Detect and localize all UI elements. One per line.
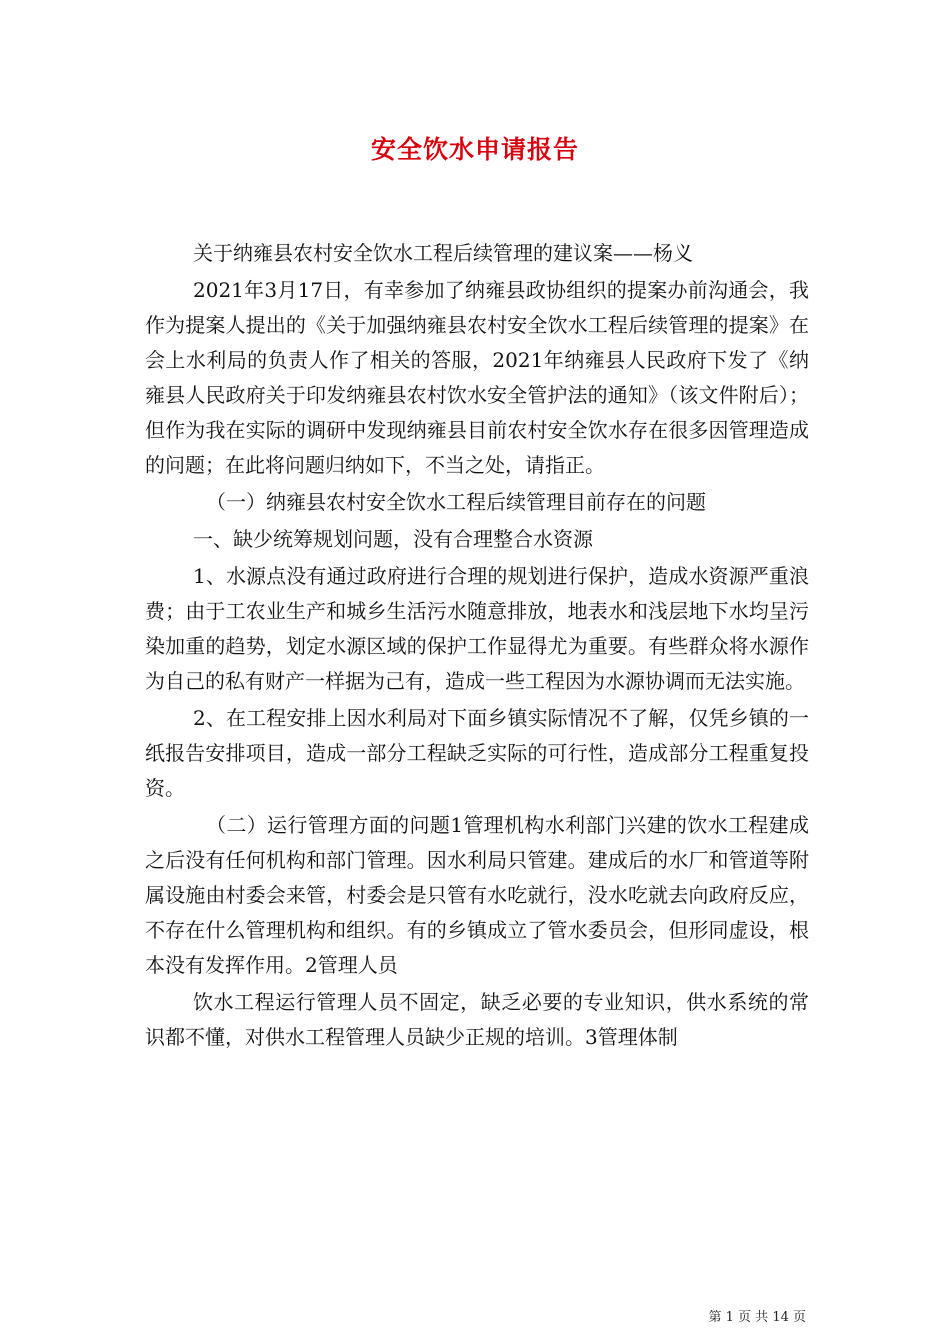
paragraph-section-1: （一）纳雍县农村安全饮水工程后续管理目前存在的问题 — [206, 490, 706, 514]
page-number — [709, 1306, 806, 1325]
document-body — [145, 236, 809, 1057]
paragraph-intro: 2021年3月17日，有幸参加了纳雍县政协组织的提案办前沟通会，我作为提案人提出的《关于加强纳雍县农村安全饮水工程后续管理的提案》在会上水利局的负责人作了相关的答服，2021年纳雍县人民政府下发了《纳雍县人民政府关于印发纳雍县农村饮水安全管护法的通知》（该文件附后）；但作为我在实际的调研中发现纳雍县目前农村安全饮水存在很多因管理造成的问题；在此将问题归纳如下，不当之处，请指正。 — [145, 278, 809, 477]
paragraph-subtitle: 关于纳雍县农村安全饮水工程后续管理的建议案——杨义 — [193, 241, 693, 265]
paragraph-item-2: 2、在工程安排上因水利局对下面乡镇实际情况不了解，仅凭乡镇的一纸报告安排项目，造成一部分工程缺乏实际的可行性，造成部分工程重复投资。 — [145, 706, 809, 800]
paragraph-section-2: （二）运行管理方面的问题1管理机构水利部门兴建的饮水工程建成之后没有任何机构和部门管理。因水利局只管建。建成后的水厂和管道等附属设施由村委会来管，村委会是只管有水吃就行，没水吃就去向政府反应，不存在什么管理机构和组织。有的乡镇成立了管水委员会，但形同虚设，根本没有发挥作用。2管理人员 — [145, 813, 809, 977]
paragraph-staff: 饮水工程运行管理人员不固定，缺乏必要的专业知识，供水系统的常识都不懂，对供水工程管理人员缺少正规的培训。3管理体制 — [145, 990, 809, 1049]
page-number-label: 第 1 页 共 14 页 — [708, 1310, 806, 1325]
document-title: 安全饮水申请报告 — [370, 135, 579, 164]
paragraph-item-1: 1、水源点没有通过政府进行合理的规划进行保护，造成水资源严重浪费；由于工农业生产和城乡生活污水随意排放，地表水和浅层地下水均呈污染加重的趋势，划定水源区域的保护工作显得尤为重要。有些群众将水源作为自己的私有财产一样据为己有，造成一些工程因为水源协调而无法实施。 — [145, 564, 809, 693]
paragraph-heading-1: 一、缺少统筹规划问题，没有合理整合水资源 — [193, 527, 593, 551]
